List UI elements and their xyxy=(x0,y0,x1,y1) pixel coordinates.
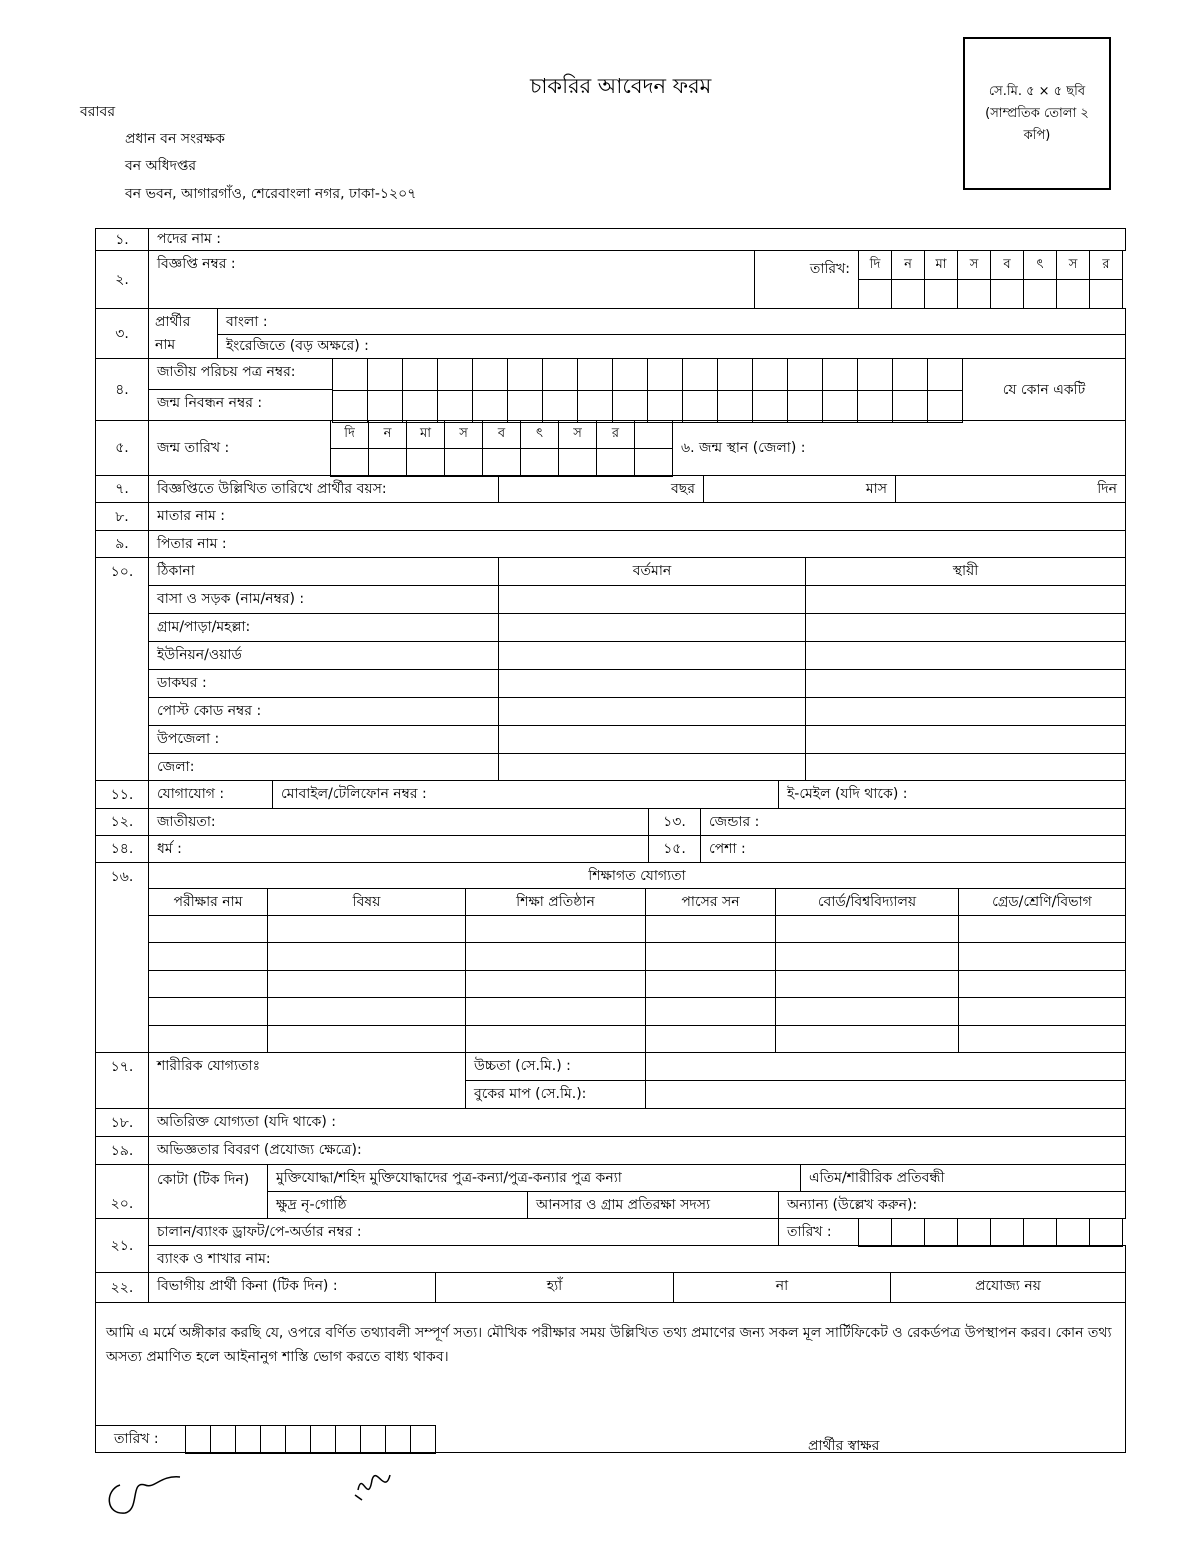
input-box[interactable] xyxy=(472,358,508,391)
quota-ethnic[interactable]: ক্ষুদ্র নৃ-গোষ্ঠি xyxy=(267,1191,528,1219)
address-field-label: জেলা: xyxy=(148,753,499,781)
input-box[interactable] xyxy=(891,279,925,309)
input-box[interactable] xyxy=(857,390,893,423)
input-box[interactable] xyxy=(857,358,893,391)
row-number: ৮. xyxy=(95,502,149,531)
input-box[interactable] xyxy=(647,390,683,423)
post-name-field[interactable]: পদের নাম : xyxy=(148,228,1126,251)
permanent-address-header: স্থায়ী xyxy=(805,557,1126,586)
email-field[interactable]: ই-মেইল (যদি থাকে) : xyxy=(778,780,1126,809)
date-letter-box: র xyxy=(1089,250,1123,280)
row-number: ২২. xyxy=(95,1272,149,1303)
input-box[interactable] xyxy=(360,1425,386,1454)
education-cell[interactable] xyxy=(148,1025,268,1053)
quota-orphan-disabled[interactable]: এতিম/শারীরিক প্রতিবন্ধী xyxy=(800,1164,1126,1192)
address-field-label: ডাকঘর : xyxy=(148,669,499,698)
input-box[interactable] xyxy=(260,1425,286,1454)
input-box[interactable] xyxy=(752,358,788,391)
education-cell[interactable] xyxy=(267,915,466,943)
education-column-header: বিষয় xyxy=(267,888,466,916)
education-cell[interactable] xyxy=(775,915,959,943)
input-box[interactable] xyxy=(330,448,369,477)
age-year-field[interactable]: বছর xyxy=(498,475,704,503)
address-field-label: উপজেলা : xyxy=(148,725,499,754)
education-cell[interactable] xyxy=(645,970,776,998)
input-box[interactable] xyxy=(787,390,823,423)
date-letter-box: ৎ xyxy=(1023,250,1057,280)
date-letter-box: দি xyxy=(330,420,369,449)
present-address-header: বর্তমান xyxy=(498,557,806,586)
education-cell[interactable] xyxy=(267,1025,466,1053)
input-box[interactable] xyxy=(927,390,963,423)
input-box[interactable] xyxy=(410,1425,436,1454)
education-column-header: পরীক্ষার নাম xyxy=(148,888,268,916)
birth-date-boxes[interactable] xyxy=(330,420,672,476)
input-box[interactable] xyxy=(596,448,635,477)
chest-label: বুকের মাপ (সে.মি.): xyxy=(465,1080,646,1109)
row-number: ১১. xyxy=(95,780,149,809)
input-box[interactable] xyxy=(858,279,892,309)
education-cell[interactable] xyxy=(148,997,268,1025)
permanent-address-input[interactable] xyxy=(805,753,1126,781)
input-box[interactable] xyxy=(752,390,788,423)
date-letter-box: মা xyxy=(406,420,445,449)
input-box[interactable] xyxy=(647,358,683,391)
address-label: ঠিকানা xyxy=(148,557,499,586)
contact-label: যোগাযোগ : xyxy=(148,780,273,809)
input-box[interactable] xyxy=(822,358,858,391)
age-month-field[interactable]: মাস xyxy=(703,475,896,503)
age-label: বিজ্ঞপ্তিতে উল্লিখিত তারিখে প্রার্থীর বয়স: xyxy=(148,475,499,503)
date-letter-box: ন xyxy=(891,250,925,280)
father-name-field[interactable]: পিতার নাম : xyxy=(148,530,1126,558)
row-number: ৩. xyxy=(95,308,149,359)
nid-label: জাতীয় পরিচয় পত্র নম্বর: xyxy=(148,358,333,390)
row-number: ২. xyxy=(95,250,149,309)
date-letter-box: স xyxy=(558,420,597,449)
input-box[interactable] xyxy=(577,390,613,423)
input-box[interactable] xyxy=(924,1218,958,1247)
permanent-address-input[interactable] xyxy=(805,669,1126,698)
mother-name-field[interactable]: মাতার নাম : xyxy=(148,502,1126,531)
input-box[interactable] xyxy=(235,1425,261,1454)
date-letter-box: স xyxy=(957,250,991,280)
declaration-text: আমি এ মর্মে অঙ্গীকার করছি যে, ওপরে বর্ণিত তথ্যাবলী সম্পূর্ণ সত্য। মৌখিক পরীক্ষার সময় উল্লিখিত তথ্য প্রমাণের জন্য সকল মূল সার্টিফিকেট ও রেকর্ডপত্র উপস্থাপন করব। কোন তথ্য অসত্য প্রমাণিত হলে আইনানুগ শাস্তি ভোগ করতে বাধ্য থাকব। xyxy=(106,1325,1112,1365)
input-box[interactable] xyxy=(1089,279,1123,309)
input-box[interactable] xyxy=(1089,1218,1123,1247)
quota-label: কোটা (টিক দিন) xyxy=(148,1164,268,1219)
profession-field[interactable]: পেশা : xyxy=(700,835,1126,863)
birthplace-field[interactable]: ৬. জন্ম স্থান (জেলা) : xyxy=(672,420,1126,476)
input-box[interactable] xyxy=(542,390,578,423)
row-number: ১৮. xyxy=(95,1108,149,1137)
departmental-no[interactable]: না xyxy=(673,1272,891,1303)
present-address-input[interactable] xyxy=(498,613,806,642)
education-cell[interactable] xyxy=(958,942,1126,970)
education-cell[interactable] xyxy=(958,970,1126,998)
education-cell[interactable] xyxy=(775,1025,959,1053)
input-box[interactable] xyxy=(444,448,483,477)
input-box[interactable] xyxy=(542,358,578,391)
input-box[interactable] xyxy=(310,1425,336,1454)
row-number: ৯. xyxy=(95,530,149,558)
either-one-note: যে কোন একটি xyxy=(962,358,1126,421)
date-letter-box: ব xyxy=(990,250,1024,280)
row-number: ২০. xyxy=(95,1164,149,1219)
input-box[interactable] xyxy=(822,390,858,423)
date-letter-box: ৎ xyxy=(520,420,559,449)
education-cell[interactable] xyxy=(465,997,646,1025)
date-letter-box: ন xyxy=(368,420,407,449)
present-address-input[interactable] xyxy=(498,753,806,781)
input-box[interactable] xyxy=(210,1425,236,1454)
challan-number-field[interactable]: চালান/ব্যাংক ড্রাফট/পে-অর্ডার নম্বর : xyxy=(148,1218,779,1246)
education-cell[interactable] xyxy=(267,997,466,1025)
input-box[interactable] xyxy=(367,390,403,423)
physical-label: শারীরিক যোগ্যতাঃ xyxy=(148,1052,466,1109)
permanent-address-input[interactable] xyxy=(805,613,1126,642)
input-box[interactable] xyxy=(577,358,613,391)
education-cell[interactable] xyxy=(958,1025,1126,1053)
handwritten-signatures xyxy=(100,1465,400,1525)
education-cell[interactable] xyxy=(267,970,466,998)
input-box[interactable] xyxy=(1056,279,1090,309)
education-column-header: গ্রেড/শ্রেণি/বিভাগ xyxy=(958,888,1126,916)
row-number: ১৩. xyxy=(648,808,701,836)
religion-field[interactable]: ধর্ম : xyxy=(148,835,649,863)
input-box[interactable] xyxy=(332,358,368,391)
input-box[interactable] xyxy=(927,358,963,391)
input-box[interactable] xyxy=(402,390,438,423)
date-letter-box: স xyxy=(1056,250,1090,280)
address-field-label: বাসা ও সড়ক (নাম/নম্বর) : xyxy=(148,585,499,614)
departmental-yes[interactable]: হ্যাঁ xyxy=(435,1272,674,1303)
signature-label: প্রার্থীর স্বাক্ষর xyxy=(808,1438,880,1454)
input-box[interactable] xyxy=(1023,279,1057,309)
input-box[interactable] xyxy=(367,358,403,391)
departmental-label: বিভাগীয় প্রার্থী কিনা (টিক দিন) : xyxy=(148,1272,436,1303)
row-number: ৪. xyxy=(95,358,149,421)
input-box[interactable] xyxy=(482,448,521,477)
input-box[interactable] xyxy=(682,358,718,391)
addressee-line1: প্রধান বন সংরক্ষক xyxy=(125,131,225,147)
education-cell[interactable] xyxy=(645,915,776,943)
input-box[interactable] xyxy=(558,448,597,477)
present-address-input[interactable] xyxy=(498,641,806,670)
education-cell[interactable] xyxy=(775,970,959,998)
row-number: ১৪. xyxy=(95,835,149,863)
education-cell[interactable] xyxy=(645,1025,776,1053)
input-box[interactable] xyxy=(335,1425,361,1454)
permanent-address-input[interactable] xyxy=(805,641,1126,670)
circular-number-field[interactable]: বিজ্ঞপ্তি নম্বর : xyxy=(148,250,755,309)
row-number: ৭. xyxy=(95,475,149,503)
input-box[interactable] xyxy=(990,1218,1024,1247)
date-letter-box: ব xyxy=(482,420,521,449)
candidate-name-label: প্রার্থীর নাম xyxy=(148,308,218,359)
input-box[interactable] xyxy=(957,279,991,309)
present-address-input[interactable] xyxy=(498,725,806,754)
input-box[interactable] xyxy=(406,448,445,477)
input-box[interactable] xyxy=(285,1425,311,1454)
date-letter-box: র xyxy=(596,420,635,449)
present-address-input[interactable] xyxy=(498,697,806,726)
name-english-field[interactable]: ইংরেজিতে (বড় অক্ষরে) : xyxy=(217,334,1126,359)
height-label: উচ্চতা (সে.মি.) : xyxy=(465,1052,646,1081)
input-box[interactable] xyxy=(385,1425,411,1454)
row-number: ৫. xyxy=(95,420,149,476)
row-number: ১৭. xyxy=(95,1052,149,1109)
circular-date-boxes[interactable] xyxy=(858,250,1122,308)
input-box[interactable] xyxy=(612,358,648,391)
age-day-field[interactable]: দিন xyxy=(895,475,1126,503)
input-box[interactable] xyxy=(891,1218,925,1247)
row-number: ১. xyxy=(95,228,149,251)
birth-date-label: জন্ম তারিখ : xyxy=(148,420,331,476)
education-column-header: বোর্ড/বিশ্ববিদ্যালয় xyxy=(775,888,959,916)
input-box[interactable] xyxy=(787,358,823,391)
input-box[interactable] xyxy=(437,390,473,423)
addressee-line2: বন অধিদপ্তর xyxy=(125,158,197,174)
input-box[interactable] xyxy=(634,448,673,477)
permanent-address-input[interactable] xyxy=(805,725,1126,754)
education-cell[interactable] xyxy=(148,942,268,970)
input-box[interactable] xyxy=(402,358,438,391)
row-number: ১৯. xyxy=(95,1136,149,1165)
photo-box-text: সে.মি. ৫ × ৫ ছবি (সাম্প্রতিক তোলা ২ কপি) xyxy=(985,84,1089,143)
education-column-header: শিক্ষা প্রতিষ্ঠান xyxy=(465,888,646,916)
input-box[interactable] xyxy=(892,390,928,423)
row-number: ১৬. xyxy=(95,862,149,1053)
education-cell[interactable] xyxy=(148,970,268,998)
addressee-to: বরাবর xyxy=(80,104,116,120)
form-title: চাকরির আবেদন ফরম xyxy=(530,74,712,98)
birth-reg-label: জন্ম নিবন্ধন নম্বর : xyxy=(148,389,333,421)
date-letter-box: স xyxy=(444,420,483,449)
bank-branch-field[interactable]: ব্যাংক ও শাখার নাম: xyxy=(148,1245,1126,1273)
input-box[interactable] xyxy=(858,1218,892,1247)
experience-field[interactable]: অভিজ্ঞতার বিবরণ (প্রযোজ্য ক্ষেত্রে): xyxy=(148,1136,1126,1165)
chest-field[interactable] xyxy=(645,1080,1126,1109)
permanent-address-input[interactable] xyxy=(805,697,1126,726)
education-cell[interactable] xyxy=(958,915,1126,943)
education-cell[interactable] xyxy=(465,970,646,998)
input-box[interactable] xyxy=(520,448,559,477)
gender-field[interactable]: জেন্ডার : xyxy=(700,808,1126,836)
education-cell[interactable] xyxy=(148,915,268,943)
input-box[interactable] xyxy=(682,390,718,423)
permanent-address-input[interactable] xyxy=(805,585,1126,614)
challan-date-boxes[interactable] xyxy=(858,1218,1122,1246)
input-box[interactable] xyxy=(472,390,508,423)
height-field[interactable] xyxy=(645,1052,1126,1081)
input-box[interactable] xyxy=(507,390,543,423)
input-box[interactable] xyxy=(717,390,753,423)
input-box[interactable] xyxy=(437,358,473,391)
education-cell[interactable] xyxy=(645,942,776,970)
input-box[interactable] xyxy=(332,390,368,423)
input-box[interactable] xyxy=(368,448,407,477)
address-field-label: ইউনিয়ন/ওয়ার্ড xyxy=(148,641,499,670)
address-field-label: পোস্ট কোড নম্বর : xyxy=(148,697,499,726)
address-field-label: গ্রাম/পাড়া/মহল্লা: xyxy=(148,613,499,642)
input-box[interactable] xyxy=(990,279,1024,309)
quota-ansar[interactable]: আনসার ও গ্রাম প্রতিরক্ষা সদস্য xyxy=(527,1191,779,1219)
education-cell[interactable] xyxy=(465,915,646,943)
sign-date-label: তারিখ : xyxy=(95,1425,186,1453)
nationality-field[interactable]: জাতীয়তা: xyxy=(148,808,649,836)
quota-other[interactable]: অন্যান্য (উল্লেখ করুন): xyxy=(778,1191,1126,1219)
sign-date-boxes[interactable] xyxy=(185,1425,435,1453)
education-cell[interactable] xyxy=(465,942,646,970)
input-box[interactable] xyxy=(1056,1218,1090,1247)
departmental-na[interactable]: প্রযোজ্য নয় xyxy=(890,1272,1126,1303)
challan-date-label: তারিখ : xyxy=(778,1218,859,1246)
input-box[interactable] xyxy=(717,358,753,391)
input-box[interactable] xyxy=(507,358,543,391)
education-cell[interactable] xyxy=(775,997,959,1025)
row-number: ১০. xyxy=(95,557,149,781)
date-letter-box: মা xyxy=(924,250,958,280)
date-letter-box xyxy=(634,420,673,449)
input-box[interactable] xyxy=(924,279,958,309)
input-box[interactable] xyxy=(612,390,648,423)
present-address-input[interactable] xyxy=(498,669,806,698)
id-number-boxes[interactable] xyxy=(332,358,962,422)
education-cell[interactable] xyxy=(267,942,466,970)
mobile-field[interactable]: মোবাইল/টেলিফোন নম্বর : xyxy=(272,780,779,809)
input-box[interactable] xyxy=(1023,1218,1057,1247)
education-cell[interactable] xyxy=(465,1025,646,1053)
circular-date-label: তারিখ: xyxy=(754,250,859,309)
input-box[interactable] xyxy=(892,358,928,391)
addressee-line3: বন ভবন, আগারগাঁও, শেরেবাংলা নগর, ঢাকা-১২০৭ xyxy=(125,186,417,202)
date-letter-box: দি xyxy=(858,250,892,280)
education-column-header: পাসের সন xyxy=(645,888,776,916)
photo-box xyxy=(963,37,1111,190)
row-number: ২১. xyxy=(95,1218,149,1273)
quota-freedom-fighter[interactable]: মুক্তিযোদ্ধা/শহিদ মুক্তিযোদ্ধাদের পুত্র-কন্যা/পুত্র-কন্যার পুত্র কন্যা xyxy=(267,1164,801,1192)
row-number: ১২. xyxy=(95,808,149,836)
additional-qualification-field[interactable]: অতিরিক্ত যোগ্যতা (যদি থাকে) : xyxy=(148,1108,1126,1137)
education-cell[interactable] xyxy=(958,997,1126,1025)
name-bangla-field[interactable]: বাংলা : xyxy=(217,308,1126,335)
education-cell[interactable] xyxy=(645,997,776,1025)
input-box[interactable] xyxy=(957,1218,991,1247)
education-cell[interactable] xyxy=(775,942,959,970)
present-address-input[interactable] xyxy=(498,585,806,614)
input-box[interactable] xyxy=(185,1425,211,1454)
row-number: ১৫. xyxy=(648,835,701,863)
education-header: শিক্ষাগত যোগ্যতা xyxy=(148,862,1126,889)
